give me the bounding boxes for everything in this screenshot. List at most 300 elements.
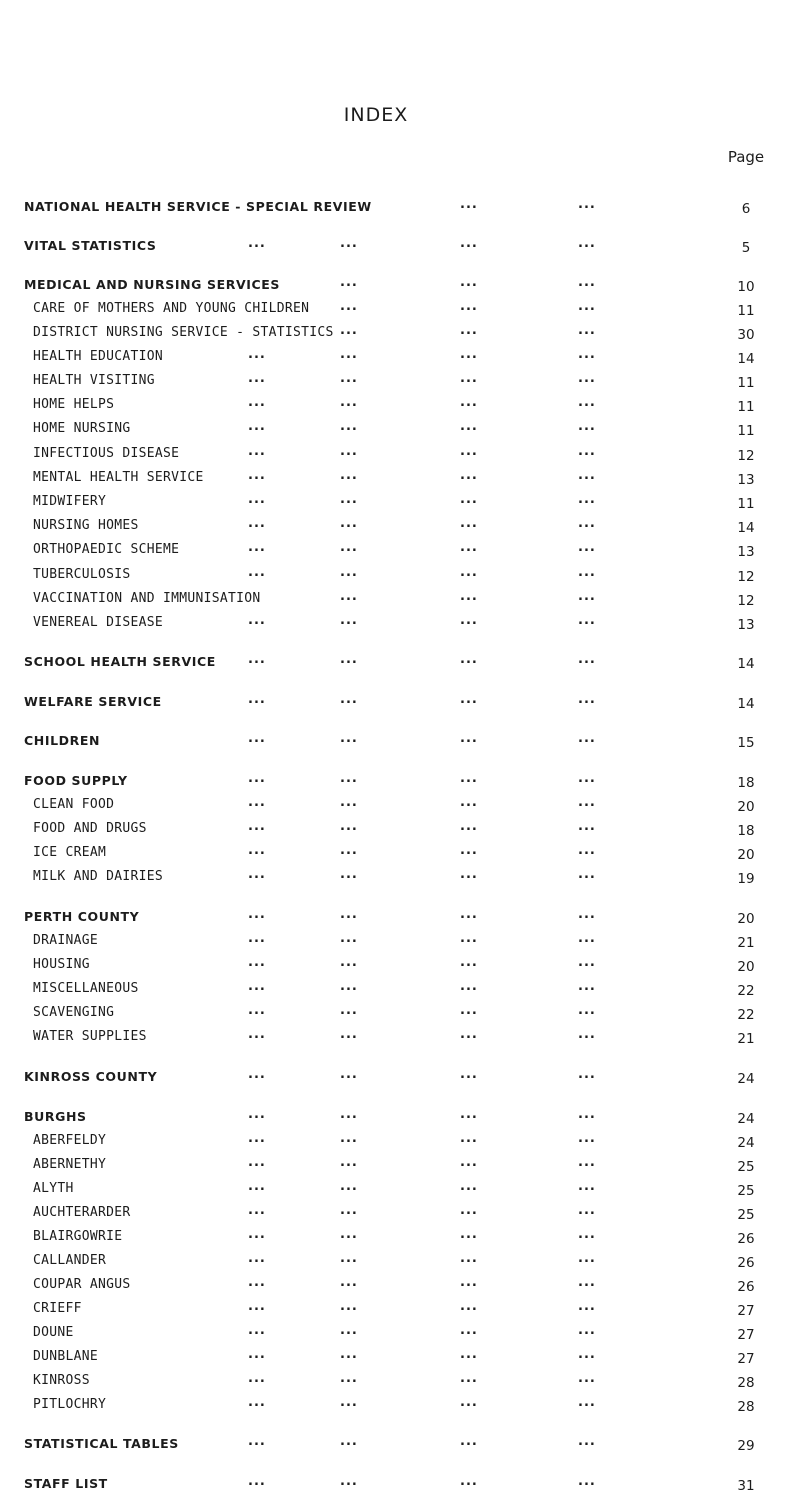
leader-dots: ... [578, 931, 596, 946]
subsection-label: MILK AND DAIRIES [33, 869, 164, 884]
index-entry-housing [0, 957, 800, 975]
leader-dots: ... [460, 907, 478, 922]
leader-dots: ... [340, 955, 358, 970]
leader-dots: ... [340, 1275, 358, 1290]
page-number: 25 [737, 1183, 755, 1199]
leader-dots: ... [460, 843, 478, 858]
leader-dots: ... [460, 1347, 478, 1362]
subsection-label: ORTHOPAEDIC SCHEME [33, 542, 180, 557]
leader-dots: ... [460, 395, 478, 410]
leader-dots: ... [248, 1003, 266, 1018]
page-number: 27 [737, 1351, 755, 1367]
leader-dots: ... [460, 867, 478, 882]
leader-dots: ... [248, 843, 266, 858]
section-heading: BURGHS [24, 1109, 87, 1124]
leader-dots: ... [340, 275, 358, 290]
index-entry-infectious-disease [0, 446, 800, 464]
leader-dots: ... [460, 1395, 478, 1410]
page-number: 30 [737, 327, 755, 343]
leader-dots: ... [248, 1027, 266, 1042]
leader-dots: ... [578, 468, 596, 483]
subsection-label: FOOD AND DRUGS [33, 821, 147, 836]
page-number: 15 [737, 735, 755, 751]
subsection-label: BLAIRGOWRIE [33, 1229, 123, 1244]
leader-dots: ... [340, 795, 358, 810]
page-number: 13 [737, 617, 755, 633]
subsection-label: SCAVENGING [33, 1005, 115, 1020]
leader-dots: ... [460, 1299, 478, 1314]
leader-dots: ... [248, 444, 266, 459]
leader-dots: ... [340, 1434, 358, 1449]
leader-dots: ... [248, 613, 266, 628]
leader-dots: ... [248, 1371, 266, 1386]
index-entry-alyth [0, 1181, 800, 1199]
leader-dots: ... [340, 468, 358, 483]
section-heading: SCHOOL HEALTH SERVICE [24, 654, 216, 669]
leader-dots: ... [460, 1203, 478, 1218]
leader-dots: ... [340, 347, 358, 362]
subsection-label: PITLOCHRY [33, 1397, 107, 1412]
leader-dots: ... [578, 1203, 596, 1218]
page-number: 26 [737, 1279, 755, 1295]
leader-dots: ... [340, 771, 358, 786]
leader-dots: ... [460, 1275, 478, 1290]
leader-dots: ... [248, 565, 266, 580]
leader-dots: ... [460, 197, 478, 212]
index-entry-drainage [0, 933, 800, 951]
leader-dots: ... [248, 371, 266, 386]
index-entry-dunblane [0, 1349, 800, 1367]
leader-dots: ... [248, 795, 266, 810]
leader-dots: ... [460, 236, 478, 251]
leader-dots: ... [578, 419, 596, 434]
leader-dots: ... [578, 1275, 596, 1290]
leader-dots: ... [340, 1131, 358, 1146]
leader-dots: ... [340, 1155, 358, 1170]
page-number: 21 [737, 1031, 755, 1047]
leader-dots: ... [248, 347, 266, 362]
leader-dots: ... [248, 1131, 266, 1146]
index-entry-mental-health-service [0, 470, 800, 488]
page-number: 20 [737, 911, 755, 927]
leader-dots: ... [460, 347, 478, 362]
leader-dots: ... [578, 1155, 596, 1170]
leader-dots: ... [460, 652, 478, 667]
subsection-label: CLEAN FOOD [33, 797, 115, 812]
leader-dots: ... [460, 1067, 478, 1082]
page-column-heading: Page [727, 148, 765, 166]
page-number: 12 [737, 569, 755, 585]
leader-dots: ... [340, 299, 358, 314]
leader-dots: ... [248, 1227, 266, 1242]
subsection-label: VENEREAL DISEASE [33, 615, 164, 630]
leader-dots: ... [248, 867, 266, 882]
page-number: 28 [737, 1399, 755, 1415]
index-entry-medical-and-nursing-services [0, 277, 800, 295]
subsection-label: MISCELLANEOUS [33, 981, 139, 996]
page-number: 31 [737, 1478, 755, 1494]
index-entry-children [0, 733, 800, 751]
page-number: 14 [737, 520, 755, 536]
index-entry-blairgowrie [0, 1229, 800, 1247]
index-entry-clean-food [0, 797, 800, 815]
leader-dots: ... [578, 323, 596, 338]
leader-dots: ... [248, 1275, 266, 1290]
index-entry-care-of-mothers-and-young-children [0, 301, 800, 319]
leader-dots: ... [460, 1323, 478, 1338]
section-heading: VITAL STATISTICS [24, 238, 157, 253]
index-entry-milk-and-dairies [0, 869, 800, 887]
leader-dots: ... [248, 1251, 266, 1266]
leader-dots: ... [340, 1395, 358, 1410]
index-entry-food-and-drugs [0, 821, 800, 839]
index-entry-staff-list [0, 1476, 800, 1494]
leader-dots: ... [578, 613, 596, 628]
page-number: 5 [741, 240, 751, 256]
leader-dots: ... [340, 1323, 358, 1338]
subsection-label: WATER SUPPLIES [33, 1029, 147, 1044]
subsection-label: NURSING HOMES [33, 518, 139, 533]
subsection-label: HOME NURSING [33, 421, 131, 436]
index-entry-midwifery [0, 494, 800, 512]
leader-dots: ... [578, 347, 596, 362]
leader-dots: ... [248, 731, 266, 746]
page-number: 18 [737, 823, 755, 839]
leader-dots: ... [248, 1299, 266, 1314]
leader-dots: ... [460, 1027, 478, 1042]
subsection-label: ICE CREAM [33, 845, 107, 860]
section-heading: PERTH COUNTY [24, 909, 140, 924]
leader-dots: ... [578, 771, 596, 786]
leader-dots: ... [578, 1251, 596, 1266]
leader-dots: ... [248, 395, 266, 410]
index-entry-venereal-disease [0, 615, 800, 633]
page-number: 11 [737, 303, 755, 319]
leader-dots: ... [460, 516, 478, 531]
leader-dots: ... [460, 1003, 478, 1018]
leader-dots: ... [248, 236, 266, 251]
leader-dots: ... [460, 819, 478, 834]
leader-dots: ... [460, 1155, 478, 1170]
page-number: 11 [737, 496, 755, 512]
leader-dots: ... [340, 1371, 358, 1386]
leader-dots: ... [578, 819, 596, 834]
leader-dots: ... [460, 371, 478, 386]
index-entry-burghs [0, 1109, 800, 1127]
leader-dots: ... [578, 1474, 596, 1489]
page-number: 29 [737, 1438, 755, 1454]
leader-dots: ... [340, 1203, 358, 1218]
index-entry-welfare-service [0, 694, 800, 712]
leader-dots: ... [578, 1131, 596, 1146]
index-entry-water-supplies [0, 1029, 800, 1047]
page-number: 19 [737, 871, 755, 887]
index-entry-crieff [0, 1301, 800, 1319]
leader-dots: ... [578, 731, 596, 746]
index-entry-doune [0, 1325, 800, 1343]
subsection-label: ABERFELDY [33, 1133, 107, 1148]
index-entry-kinross [0, 1373, 800, 1391]
page-number: 24 [737, 1111, 755, 1127]
index-entry-aberfeldy [0, 1133, 800, 1151]
page-number: 12 [737, 448, 755, 464]
leader-dots: ... [460, 540, 478, 555]
page-number: 14 [737, 696, 755, 712]
leader-dots: ... [340, 907, 358, 922]
leader-dots: ... [578, 540, 596, 555]
leader-dots: ... [340, 1107, 358, 1122]
leader-dots: ... [578, 299, 596, 314]
leader-dots: ... [578, 1179, 596, 1194]
index-entry-kinross-county [0, 1069, 800, 1087]
index-entry-health-education [0, 349, 800, 367]
leader-dots: ... [460, 323, 478, 338]
leader-dots: ... [460, 1227, 478, 1242]
subsection-label: HEALTH EDUCATION [33, 349, 164, 364]
index-entry-food-supply [0, 773, 800, 791]
leader-dots: ... [248, 1395, 266, 1410]
leader-dots: ... [578, 1107, 596, 1122]
leader-dots: ... [340, 1067, 358, 1082]
subsection-label: CRIEFF [33, 1301, 82, 1316]
leader-dots: ... [340, 652, 358, 667]
leader-dots: ... [460, 492, 478, 507]
leader-dots: ... [578, 1299, 596, 1314]
subsection-label: ALYTH [33, 1181, 74, 1196]
subsection-label: HEALTH VISITING [33, 373, 155, 388]
leader-dots: ... [578, 1323, 596, 1338]
leader-dots: ... [340, 1003, 358, 1018]
leader-dots: ... [460, 275, 478, 290]
leader-dots: ... [248, 692, 266, 707]
subsection-label: CARE OF MOTHERS AND YOUNG CHILDREN [33, 301, 310, 316]
leader-dots: ... [460, 731, 478, 746]
leader-dots: ... [460, 419, 478, 434]
leader-dots: ... [460, 1251, 478, 1266]
index-entry-school-health-service [0, 654, 800, 672]
leader-dots: ... [248, 931, 266, 946]
leader-dots: ... [340, 236, 358, 251]
leader-dots: ... [578, 1395, 596, 1410]
leader-dots: ... [578, 1003, 596, 1018]
page-number: 14 [737, 351, 755, 367]
index-entry-home-nursing [0, 421, 800, 439]
section-heading: FOOD SUPPLY [24, 773, 128, 788]
leader-dots: ... [248, 540, 266, 555]
leader-dots: ... [460, 1179, 478, 1194]
section-heading: KINROSS COUNTY [24, 1069, 158, 1084]
leader-dots: ... [460, 1371, 478, 1386]
page-number: 14 [737, 656, 755, 672]
leader-dots: ... [460, 468, 478, 483]
leader-dots: ... [578, 955, 596, 970]
page-number: 27 [737, 1327, 755, 1343]
index-entry-auchterarder [0, 1205, 800, 1223]
leader-dots: ... [340, 589, 358, 604]
leader-dots: ... [578, 236, 596, 251]
leader-dots: ... [340, 692, 358, 707]
index-entry-home-helps [0, 397, 800, 415]
leader-dots: ... [248, 955, 266, 970]
leader-dots: ... [248, 1474, 266, 1489]
subsection-label: KINROSS [33, 1373, 90, 1388]
leader-dots: ... [340, 565, 358, 580]
leader-dots: ... [340, 371, 358, 386]
page-number: 24 [737, 1071, 755, 1087]
leader-dots: ... [578, 979, 596, 994]
index-entry-orthopaedic-scheme [0, 542, 800, 560]
page-number: 11 [737, 375, 755, 391]
index-entry-tuberculosis [0, 567, 800, 585]
section-heading: CHILDREN [24, 733, 101, 748]
page-number: 6 [741, 201, 751, 217]
index-entry-district-nursing-service-statistics [0, 325, 800, 343]
subsection-label: TUBERCULOSIS [33, 567, 131, 582]
leader-dots: ... [340, 1179, 358, 1194]
page-number: 11 [737, 399, 755, 415]
index-entry-vaccination-and-immunisation [0, 591, 800, 609]
leader-dots: ... [460, 1131, 478, 1146]
page-number: 20 [737, 959, 755, 975]
page-number: 26 [737, 1255, 755, 1271]
leader-dots: ... [340, 1251, 358, 1266]
page-number: 25 [737, 1207, 755, 1223]
leader-dots: ... [340, 843, 358, 858]
leader-dots: ... [460, 692, 478, 707]
page-number: 11 [737, 423, 755, 439]
leader-dots: ... [248, 1179, 266, 1194]
leader-dots: ... [578, 275, 596, 290]
page-number: 13 [737, 544, 755, 560]
page-number: 28 [737, 1375, 755, 1391]
leader-dots: ... [460, 771, 478, 786]
leader-dots: ... [248, 1323, 266, 1338]
leader-dots: ... [340, 1227, 358, 1242]
page-number: 22 [737, 1007, 755, 1023]
page-number: 21 [737, 935, 755, 951]
leader-dots: ... [460, 444, 478, 459]
index-entry-pitlochry [0, 1397, 800, 1415]
leader-dots: ... [340, 540, 358, 555]
subsection-label: DISTRICT NURSING SERVICE - STATISTICS [33, 325, 334, 340]
leader-dots: ... [578, 867, 596, 882]
leader-dots: ... [248, 652, 266, 667]
subsection-label: DUNBLANE [33, 1349, 99, 1364]
leader-dots: ... [248, 907, 266, 922]
leader-dots: ... [460, 1434, 478, 1449]
leader-dots: ... [578, 1434, 596, 1449]
page-number: 26 [737, 1231, 755, 1247]
index-entry-coupar-angus [0, 1277, 800, 1295]
leader-dots: ... [460, 931, 478, 946]
leader-dots: ... [578, 652, 596, 667]
leader-dots: ... [578, 843, 596, 858]
leader-dots: ... [460, 589, 478, 604]
leader-dots: ... [340, 731, 358, 746]
subsection-label: AUCHTERARDER [33, 1205, 131, 1220]
leader-dots: ... [578, 795, 596, 810]
leader-dots: ... [578, 444, 596, 459]
page-number: 22 [737, 983, 755, 999]
subsection-label: HOME HELPS [33, 397, 115, 412]
page-number: 10 [737, 279, 755, 295]
leader-dots: ... [460, 565, 478, 580]
leader-dots: ... [340, 1299, 358, 1314]
leader-dots: ... [340, 323, 358, 338]
leader-dots: ... [460, 795, 478, 810]
section-heading: NATIONAL HEALTH SERVICE - SPECIAL REVIEW [24, 199, 372, 214]
leader-dots: ... [248, 468, 266, 483]
leader-dots: ... [248, 516, 266, 531]
leader-dots: ... [248, 771, 266, 786]
subsection-label: CALLANDER [33, 1253, 107, 1268]
page-number: 13 [737, 472, 755, 488]
subsection-label: INFECTIOUS DISEASE [33, 446, 180, 461]
leader-dots: ... [340, 444, 358, 459]
leader-dots: ... [248, 979, 266, 994]
subsection-label: ABERNETHY [33, 1157, 107, 1172]
index-entry-abernethy [0, 1157, 800, 1175]
leader-dots: ... [248, 492, 266, 507]
leader-dots: ... [340, 867, 358, 882]
page-number: 24 [737, 1135, 755, 1151]
leader-dots: ... [340, 1347, 358, 1362]
subsection-label: VACCINATION AND IMMUNISATION [33, 591, 261, 606]
leader-dots: ... [578, 395, 596, 410]
index-entry-statistical-tables [0, 1436, 800, 1454]
page-number: 18 [737, 775, 755, 791]
leader-dots: ... [340, 819, 358, 834]
leader-dots: ... [578, 1067, 596, 1082]
leader-dots: ... [578, 692, 596, 707]
page-number: 27 [737, 1303, 755, 1319]
index-entry-callander [0, 1253, 800, 1271]
section-heading: MEDICAL AND NURSING SERVICES [24, 277, 281, 292]
subsection-label: COUPAR ANGUS [33, 1277, 131, 1292]
subsection-label: MIDWIFERY [33, 494, 107, 509]
index-entry-ice-cream [0, 845, 800, 863]
index-entry-scavenging [0, 1005, 800, 1023]
leader-dots: ... [340, 1474, 358, 1489]
leader-dots: ... [578, 1027, 596, 1042]
leader-dots: ... [578, 589, 596, 604]
leader-dots: ... [340, 979, 358, 994]
page-title: INDEX [343, 104, 409, 126]
leader-dots: ... [248, 1067, 266, 1082]
leader-dots: ... [578, 1347, 596, 1362]
subsection-label: DOUNE [33, 1325, 74, 1340]
index-entry-miscellaneous [0, 981, 800, 999]
leader-dots: ... [248, 1107, 266, 1122]
leader-dots: ... [340, 419, 358, 434]
page-number: 20 [737, 799, 755, 815]
index-entry-nursing-homes [0, 518, 800, 536]
leader-dots: ... [248, 1434, 266, 1449]
index-entry-vital-statistics [0, 238, 800, 256]
section-heading: STAFF LIST [24, 1476, 108, 1491]
leader-dots: ... [460, 1107, 478, 1122]
page-number: 20 [737, 847, 755, 863]
leader-dots: ... [340, 931, 358, 946]
leader-dots: ... [578, 371, 596, 386]
leader-dots: ... [578, 1371, 596, 1386]
subsection-label: HOUSING [33, 957, 90, 972]
index-entry-perth-county [0, 909, 800, 927]
leader-dots: ... [460, 613, 478, 628]
page-number: 25 [737, 1159, 755, 1175]
leader-dots: ... [460, 1474, 478, 1489]
index-entry-national-health-service-special-review [0, 199, 800, 217]
